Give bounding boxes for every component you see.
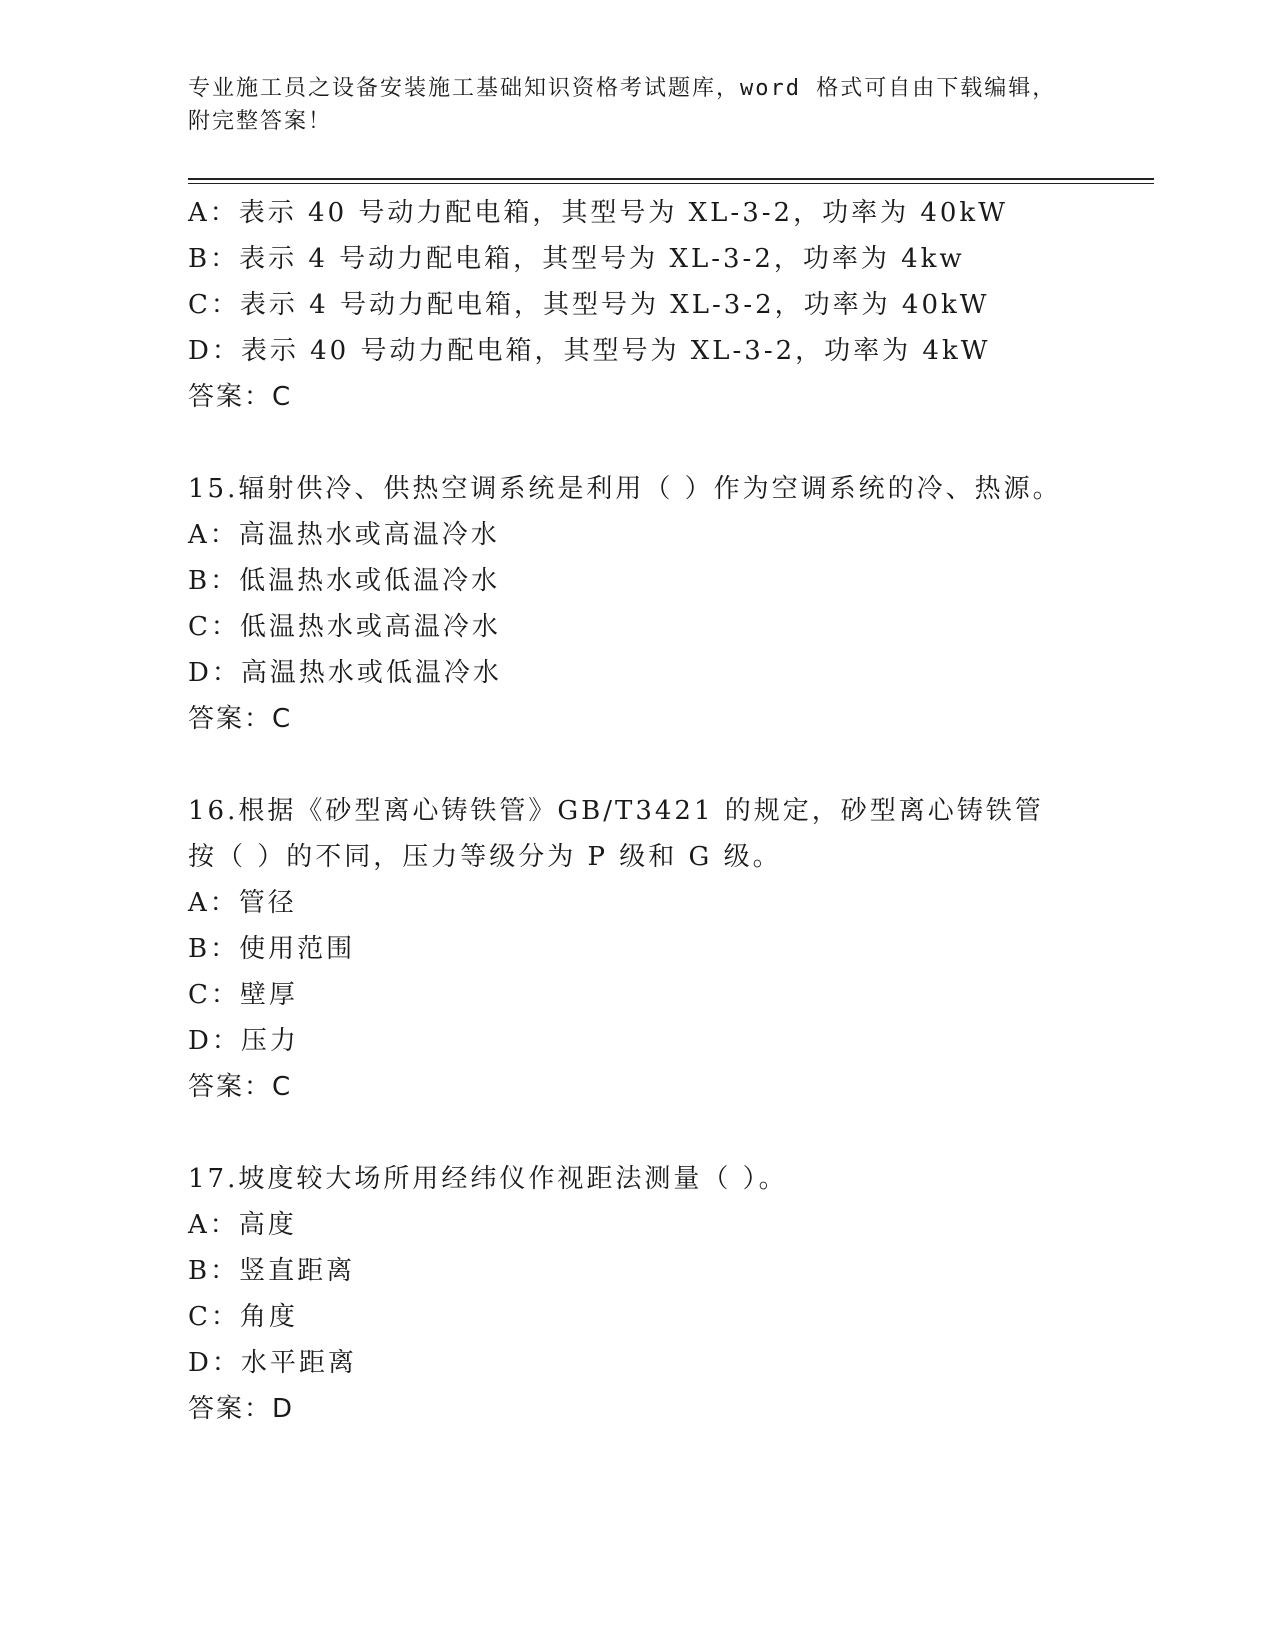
- option-b: B：低温热水或低温冷水: [188, 566, 501, 596]
- question-block-16: [188, 788, 1148, 1110]
- header-divider: [188, 178, 1154, 180]
- question-text: 16.根据《砂型离心铸铁管》GB/T3421 的规定，砂型离心铸铁管按（ ）的不同，压力等级分为 P 级和 G 级。: [188, 796, 1044, 872]
- answer-line: 答案：D: [188, 1394, 295, 1424]
- spacer: [188, 420, 1148, 466]
- spacer: [188, 1110, 1148, 1156]
- header-divider-thin: [188, 183, 1154, 184]
- answer-line: 答案：C: [188, 1072, 293, 1102]
- spacer: [188, 742, 1148, 788]
- option-c: C：壁厚: [188, 980, 298, 1010]
- option-a: A：管径: [188, 888, 297, 918]
- question-block-15: [188, 466, 1148, 742]
- option-c: C：低温热水或高温冷水: [188, 612, 501, 642]
- option-a: A：高度: [188, 1210, 297, 1240]
- answer-line: 答案：C: [188, 382, 293, 412]
- question-block-14: [188, 190, 1148, 420]
- option-b: B：表示 4 号动力配电箱，其型号为 XL-3-2，功率为 4kw: [188, 244, 965, 274]
- option-a: A：表示 40 号动力配电箱，其型号为 XL-3-2，功率为 40kW: [188, 198, 1008, 228]
- option-a: A：高温热水或高温冷水: [188, 520, 500, 550]
- option-d: D：表示 40 号动力配电箱，其型号为 XL-3-2，功率为 4kW: [188, 336, 991, 366]
- option-d: D：压力: [188, 1026, 299, 1056]
- option-b: B：竖直距离: [188, 1256, 356, 1286]
- option-d: D：水平距离: [188, 1348, 357, 1378]
- question-text: 17.坡度较大场所用经纬仪作视距法测量（ ）。: [188, 1164, 788, 1194]
- question-list: [188, 190, 1148, 1432]
- answer-line: 答案：C: [188, 704, 293, 734]
- option-d: D：高温热水或低温冷水: [188, 658, 502, 688]
- option-c: C：表示 4 号动力配电箱，其型号为 XL-3-2，功率为 40kW: [188, 290, 990, 320]
- question-text: 15.辐射供冷、供热空调系统是利用（ ）作为空调系统的冷、热源。: [188, 474, 1062, 504]
- question-block-17: [188, 1156, 1148, 1432]
- document-header: 专业施工员之设备安装施工基础知识资格考试题库，word 格式可自由下载编辑，附完整答案！: [188, 76, 1057, 134]
- option-b: B：使用范围: [188, 934, 356, 964]
- option-c: C：角度: [188, 1302, 298, 1332]
